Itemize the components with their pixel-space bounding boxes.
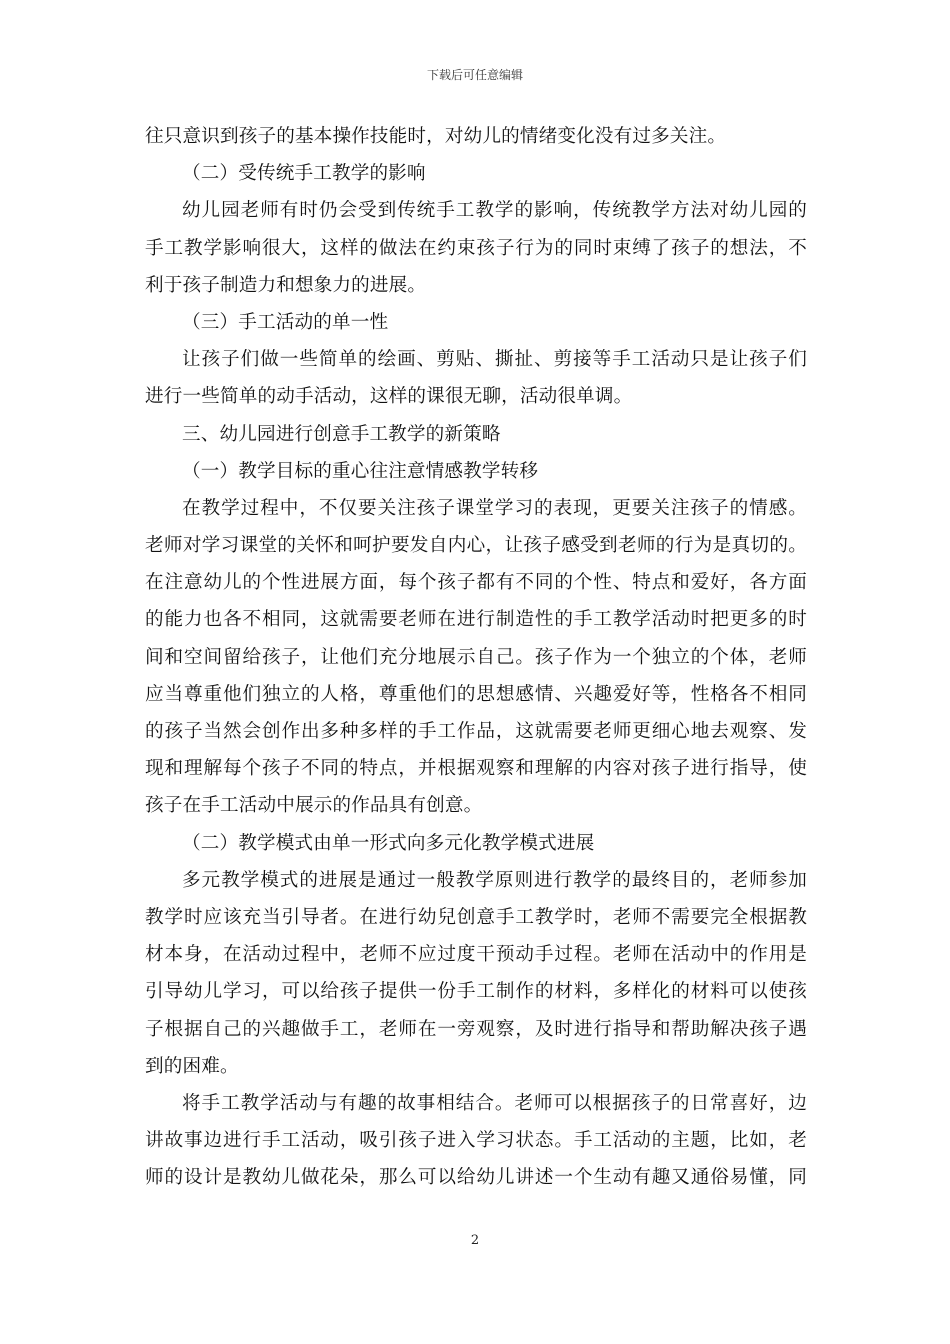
paragraph-line: 讲故事边进行手工活动，吸引孩子进入学习状态。手工活动的主题，比如，老 <box>145 1130 807 1152</box>
paragraph-line: 老师对学习课堂的关怀和呵护要发自内心，让孩子感受到老师的行为是真切的。 <box>145 535 807 557</box>
paragraph-line: 手工教学影响很大，这样的做法在约束孩子行为的同时束缚了孩子的想法，不 <box>145 237 807 259</box>
paragraph-line: 现和理解每个孩子不同的特点，并根据观察和理解的内容对孩子进行指导，使 <box>145 758 807 780</box>
document-body <box>145 118 807 1196</box>
paragraph-line: 让孩子们做一些简单的绘画、剪贴、撕扯、剪接等手工活动只是让孩子们 <box>182 349 807 371</box>
page-number: 2 <box>470 1233 480 1248</box>
paragraph-line: 往只意识到孩子的基本操作技能时，对幼儿的情绪变化没有过多关注。 <box>145 126 727 147</box>
paragraph-line: 的孩子当然会创作出多种多样的手工作品，这就需要老师更细心地去观察、发 <box>145 721 807 742</box>
paragraph-line: 材本身，在活动过程中，老师不应过度干预动手过程。老师在活动中的作用是 <box>145 944 807 966</box>
page-header: 下载后可任意编辑 <box>426 68 523 82</box>
paragraph-line: 多元教学模式的进展是通过一般教学原则进行教学的最终目的，老师参加 <box>182 869 807 891</box>
section-heading: （一）教学目标的重心往注意情感教学转移 <box>182 460 539 482</box>
paragraph-line: 利于孩子制造力和想象力的进展。 <box>145 274 427 296</box>
section-heading: （二）受传统手工教学的影响 <box>182 163 426 185</box>
paragraph-line: 教学时应该充当引导者。在进行幼兒创意手工教学时，老师不需要完全根据教 <box>145 906 807 928</box>
section-heading: （三）手工活动的单一性 <box>182 311 389 333</box>
paragraph-line: 师的设计是教幼儿做花朵，那么可以给幼儿讲述一个生动有趣又通俗易懂，同 <box>145 1167 807 1189</box>
paragraph-line: 在教学过程中，不仅要关注孩子课堂学习的表现，更要关注孩子的情感。 <box>182 497 807 519</box>
paragraph-line: 到的困难。 <box>145 1055 239 1077</box>
paragraph-line: 孩子在手工活动中展示的作品具有创意。 <box>145 795 483 817</box>
paragraph-line: 将手工教学活动与有趣的故事相结合。老师可以根据孩子的日常喜好，边 <box>182 1092 807 1114</box>
chapter-heading: 三、幼儿园进行创意手工教学的新策略 <box>182 423 501 445</box>
section-heading: （二）教学模式由单一形式向多元化教学模式进展 <box>182 832 595 854</box>
paragraph-line: 间和空间留给孩子，让他们充分地展示自己。孩子作为一个独立的个体，老师 <box>145 646 807 668</box>
paragraph-line: 进行一些简单的动手活动，这样的课很无聊，活动很单调。 <box>145 386 633 408</box>
paragraph-line: 应当尊重他们独立的人格，尊重他们的思想感情、兴趣爱好等，性格各不相同 <box>145 683 807 705</box>
paragraph-line: 幼儿园老师有时仍会受到传统手工教学的影响，传统教学方法对幼儿园的 <box>182 200 807 222</box>
paragraph-line: 的能力也各不相同，这就需要老师在进行制造性的手工教学活动时把更多的时 <box>145 609 807 631</box>
paragraph-line: 子根据自己的兴趣做手工，老师在一旁观察，及时进行指导和帮助解决孩子遇 <box>145 1018 807 1040</box>
paragraph-line: 在注意幼儿的个性进展方面，每个孩子都有不同的个性、特点和爱好，各方面 <box>145 572 807 594</box>
paragraph-line: 引导幼儿学习，可以给孩子提供一份手工制作的材料，多样化的材料可以使孩 <box>145 981 807 1003</box>
